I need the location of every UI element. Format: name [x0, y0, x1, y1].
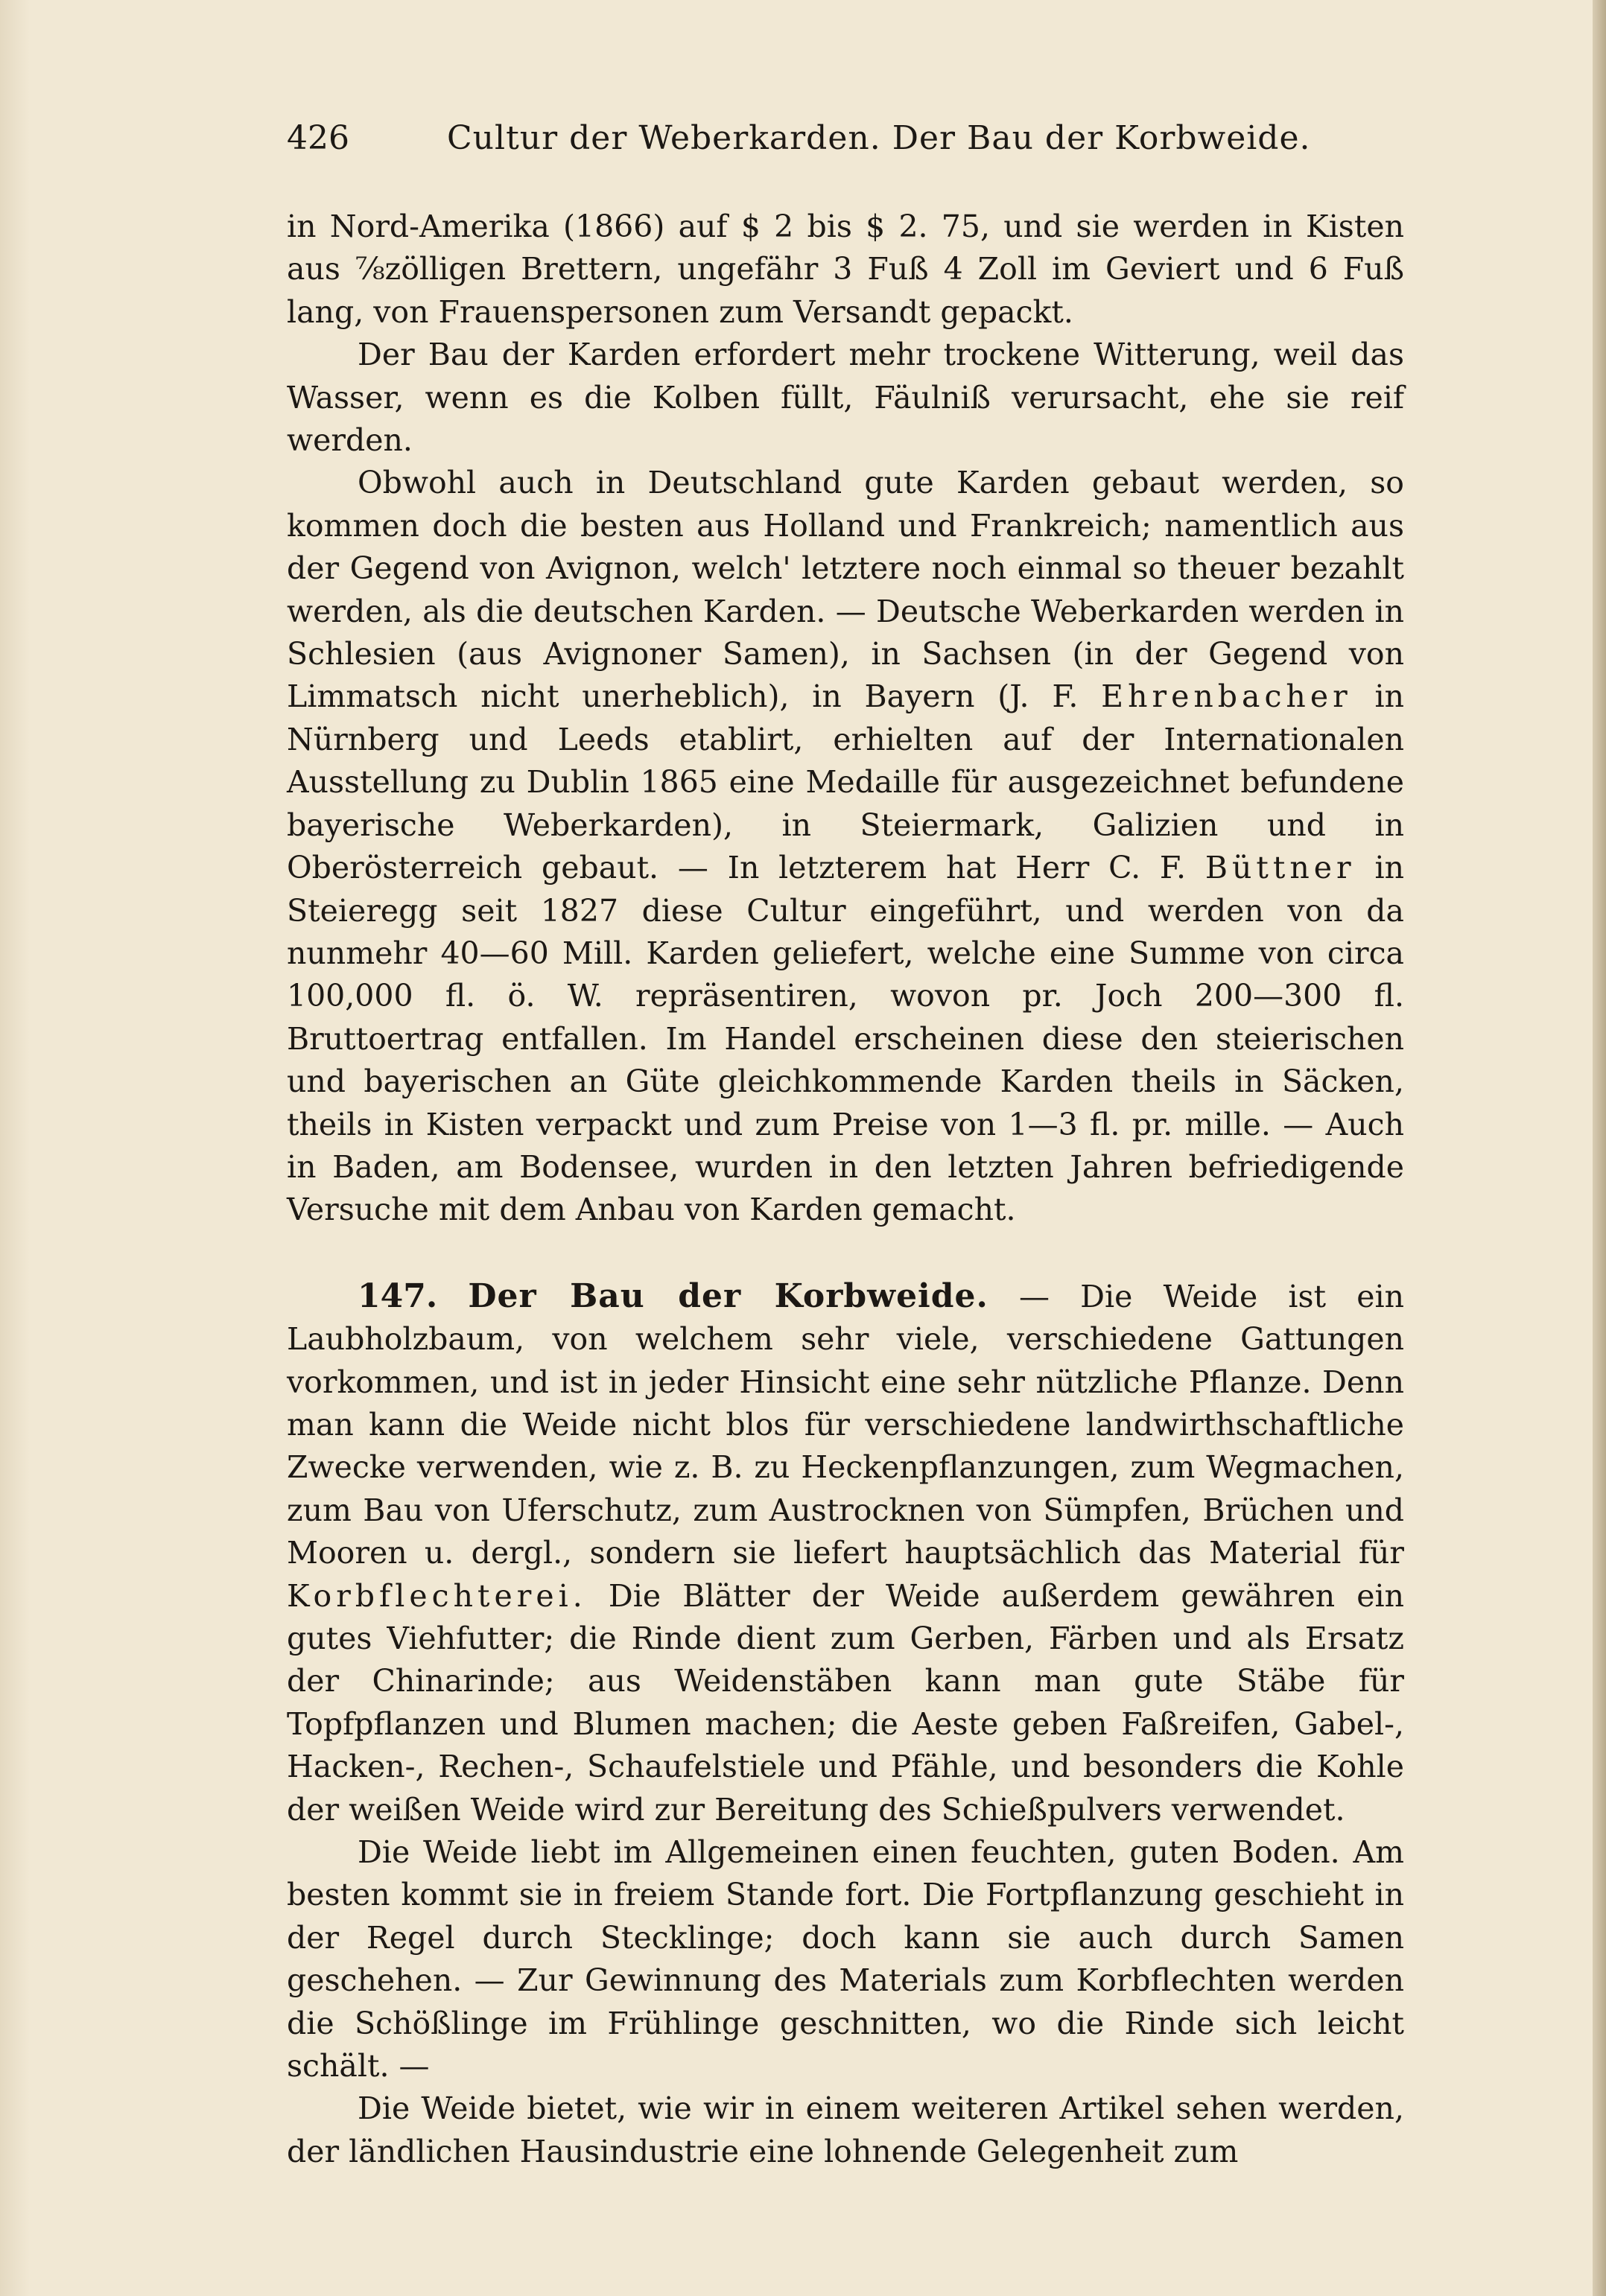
page-shadow	[0, 0, 30, 2296]
section-number: 147.	[358, 1276, 438, 1315]
page-header	[287, 119, 1408, 171]
name-ehrenbacher: Ehrenbacher	[1101, 678, 1352, 715]
name-buettner: Büttner	[1204, 850, 1356, 886]
running-head: Cultur der Weberkarden. Der Bau der Korbweide.	[447, 119, 1311, 157]
paragraph-2: Der Bau der Karden erfordert mehr trockene Witterung, weil das Wasser, wenn es die Kolben füllt, Fäulniß verursacht, ehe sie reif werden.	[287, 337, 1404, 459]
section-text-b: Die Blätter der Weide außerdem gewähren ein gutes Viehfutter; die Rinde dient zum Gerben, Färben und als Ersatz der Chinarinde; aus Weidenstäben kann man gute Stäbe für Topfpflanzen und Blumen machen; die Aeste geben Faßreifen, Gabel-, Hacken-, Rechen-, Schaufelstiele und Pfähle, und besonders die Kohle der weißen Weide wird zur Bereitung des Schießpulvers verwendet.	[287, 1577, 1404, 1828]
section-text-a: — Die Weide ist ein Laubholzbaum, von welchem sehr viele, verschiedene Gattungen vorkommen, und ist in jeder Hinsicht eine sehr nützliche Pflanze. Denn man kann die Weide nicht blos für verschiedene landwirthschaftliche Zwecke verwenden, wie z. B. zu Heckenpflanzungen, zum Wegmachen, zum Bau von Uferschutz, zum Austrocknen von Sümpfen, Brüchen und Mooren u. dergl., sondern sie liefert hauptsächlich das Material für	[287, 1278, 1404, 1571]
paragraph-3-text-b: in Nürnberg und Leeds etablirt, erhielten auf der Internationalen Ausstellung zu Dublin 1865 eine Medaille für ausgezeichnet befundene bayerische Weberkarden), in Steiermark, Galizien und in Oberösterreich gebaut. — In letzterem hat Herr C. F.	[287, 678, 1404, 886]
body-text	[287, 206, 1404, 2173]
section-title: Der Bau der Korbweide.	[468, 1276, 988, 1315]
page-edge	[1593, 0, 1606, 2296]
page-number: 426	[287, 119, 349, 157]
paragraph-5: Die Weide liebt im Allgemeinen einen feuchten, guten Boden. Am besten kommt sie in freiem Stande fort. Die Fortpflanzung geschieht in der Regel durch Stecklinge; doch kann sie auch durch Samen geschehen. — Zur Gewinnung des Materials zum Korbflechten werden die Schößlinge im Frühlinge geschnitten, wo die Rinde sich leicht schält. —	[287, 1834, 1404, 2084]
term-korbflechterei: Korbflechterei.	[287, 1577, 587, 1614]
paragraph-1: in Nord-Amerika (1866) auf $ 2 bis $ 2. 75, und sie werden in Kisten aus ⅞zölligen Brettern, ungefähr 3 Fuß 4 Zoll im Geviert und 6 Fuß lang, von Frauenspersonen zum Versandt gepackt.	[287, 209, 1404, 330]
paragraph-3-text-c: in Steieregg seit 1827 diese Cultur eingeführt, und werden von da nunmehr 40—60 Mill. Karden geliefert, welche eine Summe von circa 100,000 fl. ö. W. repräsentiren, wovon pr. Joch 200—300 fl. Bruttoertrag entfallen. Im Handel erscheinen diese den steierischen und bayerischen an Güte gleichkommende Karden theils in Säcken, theils in Kisten verpackt und zum Preise von 1—3 fl. pr. mille. — Auch in Baden, am Bodensee, wurden in den letzten Jahren befriedigende Versuche mit dem Anbau von Karden gemacht.	[287, 850, 1404, 1228]
section-147	[287, 1275, 1404, 1831]
paragraph-3-text-a: Obwohl auch in Deutschland gute Karden gebaut werden, so kommen doch die besten aus Holland und Frankreich; namentlich aus der Gegend von Avignon, welch' letztere noch einmal so theuer bezahlt werden, als die deutschen Karden. — Deutsche Weberkarden werden in Schlesien (aus Avignoner Samen), in Sachsen (in der Gegend von Limmatsch nicht unerheblich), in Bayern (J. F.	[287, 465, 1404, 715]
paragraph-3	[287, 462, 1404, 1231]
paragraph-6: Die Weide bietet, wie wir in einem weiteren Artikel sehen werden, der ländlichen Hausindustrie eine lohnende Gelegenheit zum	[287, 2090, 1404, 2169]
